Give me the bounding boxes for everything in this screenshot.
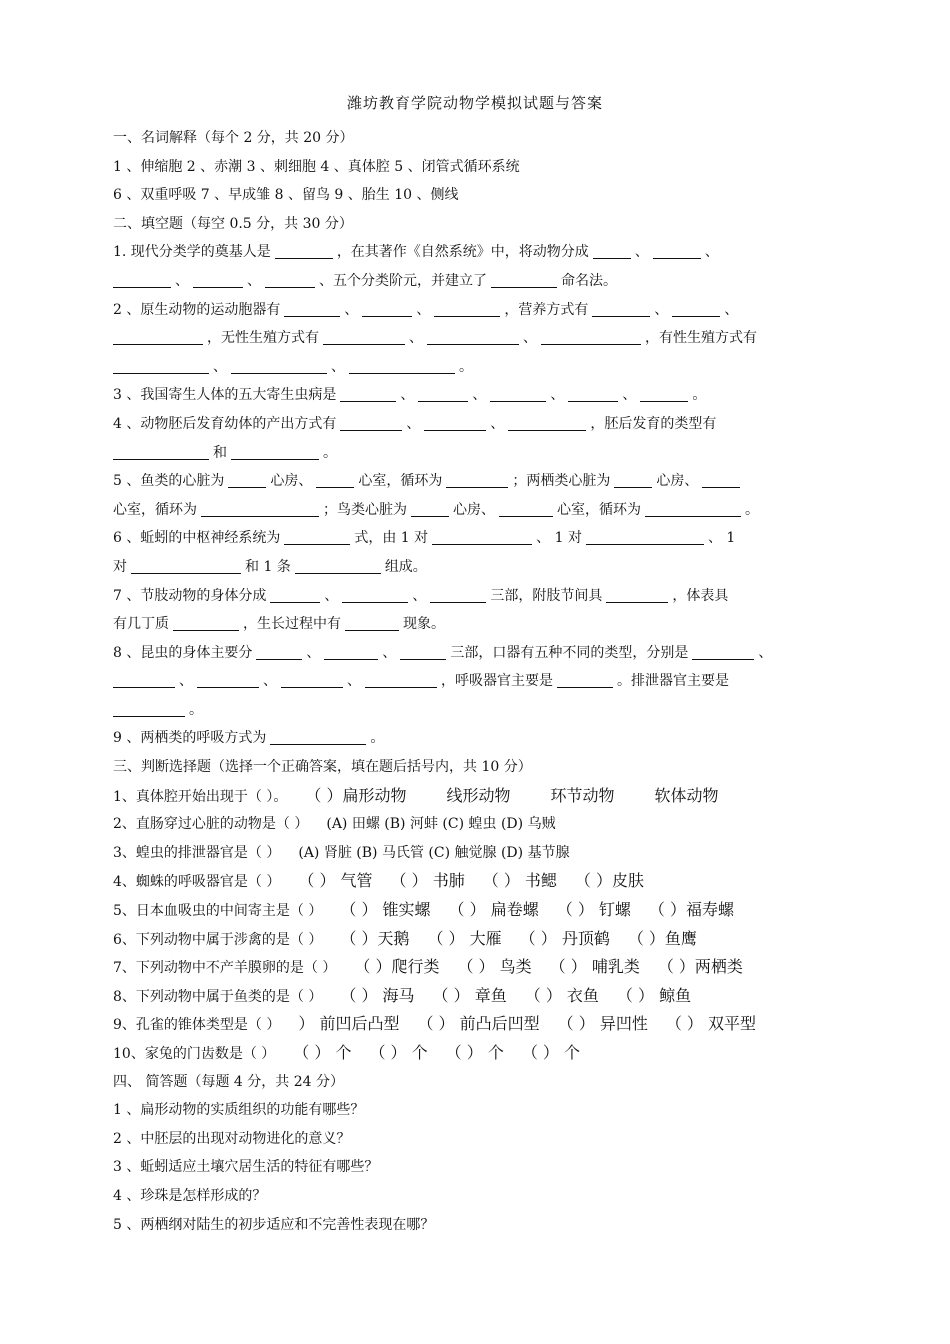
section1-line2: 6 、双重呼吸 7 、早成雏 8 、留鸟 9 、胎生 10 、侧线 (113, 187, 459, 204)
answer-blank[interactable] (324, 645, 378, 660)
section3-heading: 三、判断选择题（选择一个正确答案，填在题后括号内，共 10 分） (113, 759, 532, 776)
option-3-c[interactable]: (C) 触觉腺 (428, 844, 497, 861)
option-3-d[interactable]: (D) 基节腺 (500, 844, 570, 861)
answer-blank[interactable] (672, 302, 720, 317)
exam-content (113, 124, 861, 1239)
q4-5: 5 、两栖纲对陆生的初步适应和不完善性表现在哪？ (113, 1216, 435, 1233)
answer-blank[interactable] (113, 445, 209, 460)
answer-blank[interactable] (653, 244, 701, 259)
q2-2-line2: ，无性生殖方式有 、 、 ，有性生殖方式有 (113, 324, 861, 353)
answer-blank[interactable] (256, 645, 302, 660)
answer-blank[interactable] (365, 673, 437, 688)
q2-1-line1: 1. 现代分类学的奠基人是 ，在其著作《自然系统》中，将动物分成 、 、 (113, 244, 719, 261)
answer-blank[interactable] (432, 530, 532, 545)
q4-1: 1 、扁形动物的实质组织的功能有哪些？ (113, 1102, 365, 1119)
q3-4: 4、蜘蛛的呼吸器官是（ ） （ ） 气管 （ ） 书肺 （ ） 书鳃 （ ）皮肤 (113, 867, 861, 896)
option-1-c[interactable]: 环节动物 (550, 785, 615, 805)
q3-1: 1、真体腔开始出现于（ ）。 （ ）扁形动物 线形动物 环节动物 软体动物 (113, 782, 861, 811)
answer-blank[interactable] (316, 473, 354, 488)
answer-blank[interactable] (113, 330, 203, 345)
option-9-d[interactable]: （ ） 双平型 (665, 1014, 757, 1034)
answer-blank[interactable] (113, 359, 209, 374)
answer-blank[interactable] (400, 645, 446, 660)
answer-blank[interactable] (499, 502, 553, 517)
option-8-d[interactable]: （ ） 鲸鱼 (616, 985, 692, 1005)
option-2-b[interactable]: (B) 河蚌 (384, 816, 438, 833)
q2-5-line2: 心室，循环为 ；鸟类心脏为 心房、 心室，循环为 。 (113, 501, 759, 518)
q3-10: 10、家兔的门齿数是（ ） （ ） 个 （ ） 个 （ ） 个 （ ） 个 (113, 1039, 861, 1068)
answer-blank[interactable] (201, 502, 319, 517)
option-6-c[interactable]: （ ） 丹顶鹤 (519, 928, 610, 948)
answer-blank[interactable] (228, 473, 266, 488)
section2-heading: 二、填空题（每空 0.5 分，共 30 分） (113, 215, 353, 232)
q3-7: 7、下列动物中不产羊膜卵的是（ ） （ ）爬行类 （ ） 鸟类 （ ） 哺乳类 （ ）两栖类 (113, 953, 861, 982)
q4-3: 3 、蚯蚓适应土壤穴居生活的特征有哪些？ (113, 1159, 379, 1176)
option-2-d[interactable]: (D) 乌贼 (500, 816, 556, 833)
q2-1-line2: 、 、 、五个分类阶元，并建立了 命名法。 (113, 267, 861, 296)
q2-3-line: 3 、我国寄生人体的五大寄生虫病是 、 、 、 、 。 (113, 387, 707, 404)
q2-7-line2: 有几丁质 ，生长过程中有 现象。 (113, 616, 445, 633)
q2-5-line1: 5 、鱼类的心脏为 心房、 心室，循环为 ；两栖类心脏为 心房、 (113, 467, 861, 496)
answer-blank[interactable] (593, 244, 631, 259)
answer-blank[interactable] (418, 387, 468, 402)
answer-blank[interactable] (284, 530, 350, 545)
option-6-b[interactable]: （ ） 大雁 (427, 928, 502, 948)
option-4-a[interactable]: （ ） 气管 (298, 871, 373, 891)
q2-6-line1: 6 、蚯蚓的中枢神经系统为 式，由 1 对 、 1 对 、 1 (113, 530, 736, 547)
answer-blank[interactable] (281, 673, 343, 688)
option-6-d[interactable]: （ ）鱼鹰 (627, 928, 697, 948)
answer-blank[interactable] (640, 387, 688, 402)
answer-blank[interactable] (345, 616, 399, 631)
answer-blank[interactable] (275, 244, 333, 259)
option-5-d[interactable]: （ ）福寿螺 (648, 900, 735, 920)
answer-blank[interactable] (702, 473, 740, 488)
option-6-a[interactable]: （ ）天鹅 (340, 928, 410, 948)
answer-blank[interactable] (557, 673, 613, 688)
q3-9: 9、孔雀的锥体类型是（ ） ） 前凹后凸型 （ ） 前凸后凹型 （ ） 异凹性 （ ） 双平型 (113, 1010, 861, 1039)
option-3-a[interactable]: (A) 肾脏 (298, 844, 352, 861)
q2-4-line1: 4 、动物胚后发育幼体的产出方式有 、 、 ，胚后发育的类型有 (113, 415, 717, 432)
answer-blank[interactable] (231, 445, 319, 460)
answer-blank[interactable] (606, 588, 668, 603)
q2-7-line1: 7 、节肢动物的身体分成 、 、 三部，附肢节间具 ，体表具 (113, 587, 729, 604)
section1-line1: 1 、伸缩胞 2 、赤潮 3 、刺细胞 4 、真体腔 5 、闭管式循环系统 (113, 158, 520, 175)
q2-8-line2: 、 、 、 ，呼吸器官主要是 。排泄器官主要是 (113, 667, 861, 696)
answer-blank[interactable] (113, 702, 185, 717)
option-4-d[interactable]: （ ）皮肤 (574, 871, 645, 891)
option-8-b[interactable]: （ ） 章鱼 (432, 985, 507, 1005)
option-10-c[interactable]: （ ） 个 (445, 1043, 504, 1062)
section4-heading: 四、 简答题（每题 4 分，共 24 分） (113, 1073, 344, 1090)
option-7-c[interactable]: （ ） 哺乳类 (549, 957, 640, 977)
option-1-d[interactable]: 软体动物 (654, 785, 719, 805)
answer-blank[interactable] (491, 273, 557, 288)
answer-blank[interactable] (323, 330, 405, 345)
answer-blank[interactable] (592, 302, 650, 317)
answer-blank[interactable] (295, 559, 381, 574)
q3-8: 8、下列动物中属于鱼类的是（ ） （ ） 海马 （ ） 章鱼 （ ） 衣鱼 （ ） 鲸鱼 (113, 982, 861, 1011)
answer-blank[interactable] (265, 273, 315, 288)
option-2-c[interactable]: (C) 蝗虫 (442, 816, 497, 833)
option-5-a[interactable]: （ ） 锥实螺 (340, 900, 431, 920)
page-title: 潍坊教育学院动物学模拟试题与答案 (346, 94, 603, 112)
answer-blank[interactable] (614, 473, 652, 488)
option-10-a[interactable]: （ ） 个 (293, 1043, 352, 1062)
option-9-c[interactable]: （ ） 异凹性 (557, 1014, 648, 1034)
answer-blank[interactable] (434, 302, 500, 317)
answer-blank[interactable] (340, 387, 396, 402)
option-7-d[interactable]: （ ）两栖类 (657, 957, 743, 977)
q4-2: 2 、中胚层的出现对动物进化的意义？ (113, 1130, 351, 1147)
answer-blank[interactable] (427, 330, 519, 345)
option-4-b[interactable]: （ ） 书肺 (390, 871, 465, 891)
option-7-b[interactable]: （ ） 鸟类 (457, 957, 532, 977)
answer-blank[interactable] (490, 387, 546, 402)
option-9-a[interactable]: ） 前凹后凸型 (298, 1014, 400, 1034)
answer-blank[interactable] (362, 302, 412, 317)
q2-4-line2: 和 。 (113, 439, 861, 468)
q2-8-line3: 。 (113, 696, 861, 725)
answer-blank[interactable] (411, 502, 449, 517)
answer-blank[interactable] (508, 416, 586, 431)
option-8-c[interactable]: （ ） 衣鱼 (524, 985, 599, 1005)
q3-3: 3、蝗虫的排泄器官是（ ） (A) 肾脏 (B) 马氏管 (C) 触觉腺 (D) 基节腺 (113, 839, 861, 868)
q2-2-line1: 2 、原生动物的运动胞器有 、 、 ，营养方式有 、 、 (113, 301, 739, 318)
q3-2: 2、直肠穿过心脏的动物是（ ） (A) 田螺 (B) 河蚌 (C) 蝗虫 (D) 乌贼 (113, 810, 861, 839)
option-1-b[interactable]: 线形动物 (446, 785, 511, 805)
q4-4: 4 、珍珠是怎样形成的？ (113, 1187, 267, 1204)
answer-blank[interactable] (113, 273, 171, 288)
answer-blank[interactable] (446, 473, 508, 488)
q3-5: 5、日本血吸虫的中间寄主是（ ） （ ） 锥实螺 （ ） 扁卷螺 （ ） 钉螺 （ ）福寿螺 (113, 896, 861, 925)
option-10-b[interactable]: （ ） 个 (369, 1043, 428, 1062)
answer-blank[interactable] (113, 673, 175, 688)
answer-blank[interactable] (193, 273, 243, 288)
answer-blank[interactable] (231, 359, 327, 374)
answer-blank[interactable] (284, 302, 340, 317)
q2-9-line: 9 、两栖类的呼吸方式为 。 (113, 730, 385, 747)
q2-6-line2: 对 和 1 条 组成。 (113, 558, 427, 575)
answer-blank[interactable] (424, 416, 486, 431)
answer-blank[interactable] (340, 416, 402, 431)
answer-blank[interactable] (645, 502, 741, 517)
option-7-a[interactable]: （ ）爬行类 (354, 957, 440, 977)
answer-blank[interactable] (173, 616, 239, 631)
q2-8-line1: 8 、昆虫的身体主要分 、 、 三部，口器有五种不同的类型，分别是 、 (113, 644, 773, 661)
q3-6: 6、下列动物中属于涉禽的是（ ） （ ）天鹅 （ ） 大雁 （ ） 丹顶鹤 （ ）鱼鹰 (113, 925, 861, 954)
answer-blank[interactable] (270, 588, 320, 603)
option-10-d[interactable]: （ ） 个 (521, 1043, 581, 1062)
answer-blank[interactable] (197, 673, 259, 688)
q2-2-line3: 、 、 。 (113, 353, 861, 382)
answer-blank[interactable] (430, 588, 486, 603)
option-5-b[interactable]: （ ） 扁卷螺 (448, 900, 539, 920)
answer-blank[interactable] (349, 359, 455, 374)
option-8-a[interactable]: （ ） 海马 (340, 985, 415, 1005)
answer-blank[interactable] (342, 588, 408, 603)
option-2-a[interactable]: (A) 田螺 (326, 816, 380, 833)
answer-blank[interactable] (131, 559, 241, 574)
answer-blank[interactable] (270, 730, 366, 745)
answer-blank[interactable] (541, 330, 641, 345)
answer-blank[interactable] (568, 387, 618, 402)
section1-heading: 一、名词解释（每个 2 分，共 20 分） (113, 130, 354, 146)
answer-blank[interactable] (586, 530, 704, 545)
option-5-c[interactable]: （ ） 钉螺 (556, 900, 631, 920)
option-3-b[interactable]: (B) 马氏管 (356, 844, 424, 861)
answer-blank[interactable] (692, 645, 754, 660)
option-4-c[interactable]: （ ） 书鳃 (482, 871, 557, 891)
option-1-a[interactable]: （ ）扁形动物 (305, 785, 407, 805)
option-9-b[interactable]: （ ） 前凸后凹型 (417, 1014, 540, 1034)
